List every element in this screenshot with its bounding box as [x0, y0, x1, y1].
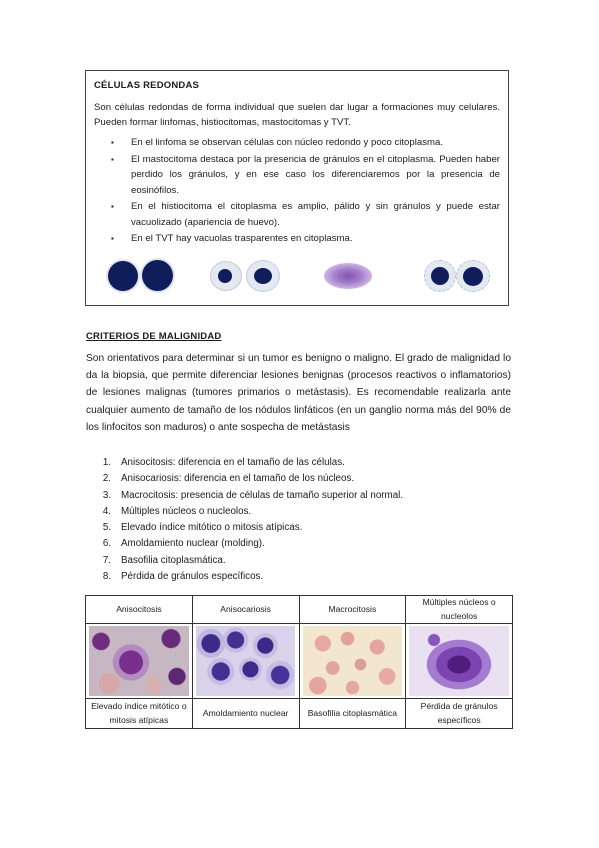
- round-cells-box: [85, 70, 509, 306]
- basophilia-micrograph: [303, 626, 402, 696]
- lymphoma-cell-icon: [142, 260, 173, 291]
- bullet-histiocitoma: ▪ En el histiocitoma el citoplasma es amplio, pálido y sin gránulos y puede estar vacuolizado (apariencia de huevo).: [131, 199, 500, 230]
- bullet-mastocitoma: ▪ El mastocitoma destaca por la presencia de gránulos en el citoplasma. Pueden haber perdido los gránulos, y en ese caso los diferenciaremos por la presencia de eosinófilos.: [131, 152, 500, 199]
- header-anisocitosis: Anisocitosis: [86, 596, 193, 624]
- cell-illustrations: [94, 257, 502, 297]
- nucleus-icon: [431, 267, 449, 285]
- caption-mitotico: Elevado índice mitótico o mitosis atípicas: [86, 699, 193, 729]
- nucleus-icon: [218, 269, 232, 283]
- molding-micrograph: [196, 626, 295, 696]
- lymphoma-cell-icon: [108, 261, 138, 291]
- micrograph-table: [85, 595, 513, 729]
- tvt-cell-icon: [424, 260, 456, 292]
- criteria-item: 1. Anisocitosis: diferencia en el tamaño de las células.: [102, 457, 345, 468]
- malignancy-paragraph: Son orientativos para determinar si un tumor es benigno o maligno. El grado de malignidad lo da la biopsia, que permite diferenciar lesiones benignas (procesos reactivos o inflamatorios) de lesiones malignas (tumores primarios o metástasis). Es recomendable realizarla ante cualquier aumento de tamaño de los nódulos linfáticos (en un ganglio norma más del 90% de los linfocitos son maduros) o ante sospecha de metástasis: [86, 353, 511, 433]
- caption-amoldamiento: Amoldamiento nuclear: [192, 699, 299, 729]
- nucleus-icon: [463, 267, 483, 286]
- criteria-item: 8. Pérdida de gránulos específicos.: [102, 571, 264, 583]
- criteria-item: 3. Macrocitosis: presencia de células de tamaño superior al normal.: [102, 489, 404, 501]
- round-cells-title: CÉLULAS REDONDAS: [94, 80, 200, 91]
- mitosis-micrograph: [89, 626, 188, 696]
- criteria-item: 4. Múltiples núcleos o nucleolos.: [102, 505, 252, 517]
- round-cells-intro: Son células redondas de forma individual que suelen dar lugar a formaciones muy celulares. Pueden formar linfomas, histiocitomas, mastocitomas y TVT.: [94, 102, 500, 128]
- tvt-cell-icon: [456, 260, 490, 292]
- histiocytoma-cell-icon: [246, 260, 280, 292]
- caption-perdida-granulos: Pérdida de gránulos específicos: [406, 699, 513, 729]
- malignancy-title: CRITERIOS DE MALIGNIDAD: [86, 331, 222, 342]
- criteria-item: 5. Elevado índice mitótico o mitosis atípicas.: [102, 522, 303, 534]
- header-macrocitosis: Macrocitosis: [299, 596, 406, 624]
- round-cells-list: [94, 135, 500, 247]
- caption-basofilia: Basofilia citoplasmática: [299, 699, 406, 729]
- criteria-item: 6. Amoldamiento nuclear (molding).: [102, 538, 265, 550]
- header-anisocariosis: Anisocariosis: [192, 596, 299, 624]
- histiocytoma-cell-icon: [210, 261, 242, 291]
- criteria-item: 2. Anisocariosis: diferencia en el tamaño de los núcleos.: [102, 473, 355, 485]
- header-multiples-nucleos: Múltiples núcleos o nucleolos: [406, 596, 513, 624]
- criteria-list: [86, 455, 486, 585]
- criteria-item: 7. Basofilia citoplasmática.: [102, 554, 226, 566]
- granule-loss-micrograph: [409, 626, 508, 696]
- nucleus-icon: [254, 268, 272, 284]
- bullet-linfoma: ▪ En el linfoma se observan células con núcleo redondo y poco citoplasma.: [131, 135, 500, 151]
- bullet-tvt: ▪ En el TVT hay vacuolas trasparentes en citoplasma.: [131, 231, 500, 247]
- mastocytoma-cell-icon: [324, 263, 372, 289]
